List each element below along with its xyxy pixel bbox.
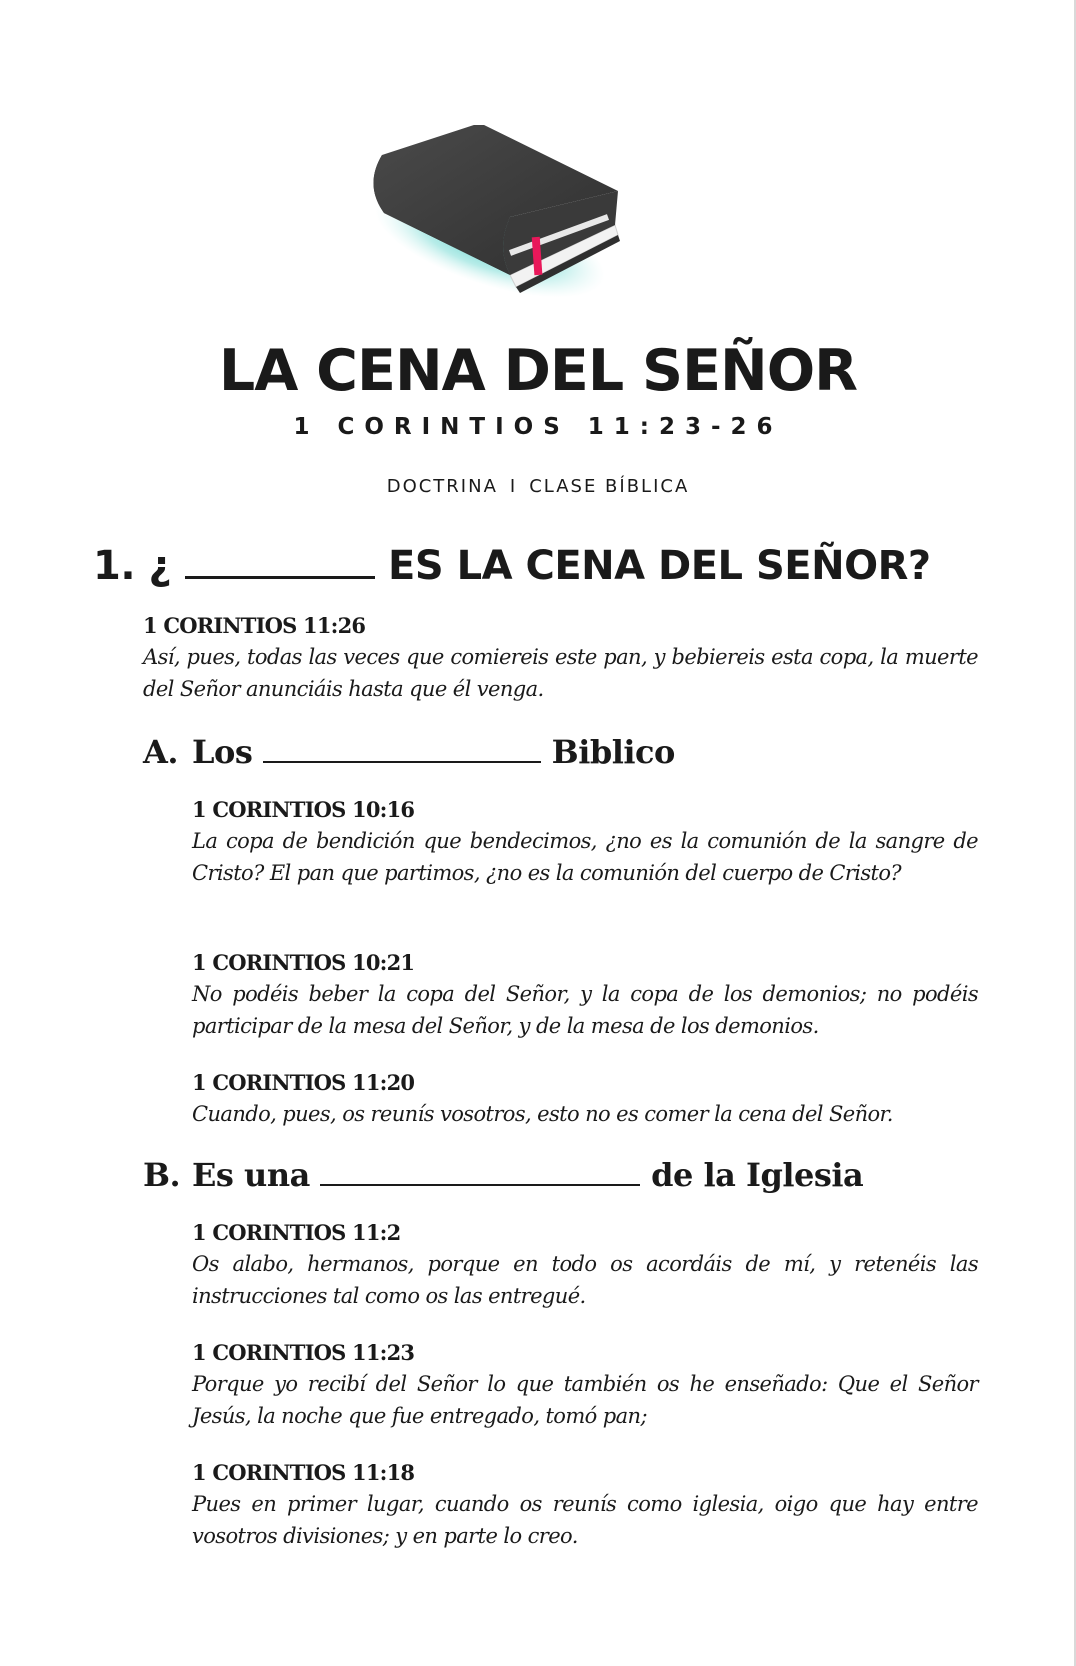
subsection-text-before: Los bbox=[192, 733, 253, 771]
fill-in-blank[interactable] bbox=[263, 761, 541, 763]
subsection-heading-a bbox=[143, 733, 675, 771]
category-class: CLASE BÍBLICA bbox=[529, 476, 690, 497]
page-title: LA CENA DEL SEÑOR bbox=[218, 338, 858, 404]
verse-reference: 1 CORINTIOS 11:23 bbox=[192, 1340, 415, 1365]
verse-reference: 1 CORINTIOS 11:20 bbox=[192, 1070, 415, 1095]
scripture-reference: 1 CORINTIOS 11:23-26 bbox=[293, 414, 783, 440]
fill-in-blank[interactable] bbox=[320, 1184, 640, 1186]
verse-text: Porque yo recibí del Señor lo que también os he enseñado: Que el Señor Jesús, la noche que fue entregado, tomó pan; bbox=[192, 1372, 978, 1428]
category-line bbox=[0, 476, 1076, 497]
section-heading-1 bbox=[93, 543, 931, 589]
category-doctrine: DOCTRINA bbox=[386, 476, 498, 497]
verse-text: La copa de bendición que bendecimos, ¿no es la comunión de la sangre de Cristo? El pan que partimos, ¿no es la comunión del cuerpo de Cristo? bbox=[192, 829, 978, 885]
verse-text: Pues en primer lugar, cuando os reunís como iglesia, oigo que hay entre vosotros divisiones; y en parte lo creo. bbox=[192, 1492, 978, 1548]
subsection-letter: A. bbox=[143, 733, 178, 771]
subsection-text-before: Es una bbox=[192, 1156, 310, 1194]
verse-reference: 1 CORINTIOS 10:21 bbox=[192, 950, 415, 975]
subsection-letter: B. bbox=[143, 1156, 181, 1194]
section-number: 1. bbox=[93, 543, 136, 589]
verse-text: Cuando, pues, os reunís vosotros, esto no es comer la cena del Señor. bbox=[192, 1102, 893, 1126]
subsection-text-after: de la Iglesia bbox=[651, 1156, 864, 1194]
verse-reference: 1 CORINTIOS 11:26 bbox=[143, 613, 366, 638]
verse-text: Os alabo, hermanos, porque en todo os acordáis de mí, y retenéis las instrucciones tal como os las entregué. bbox=[192, 1252, 978, 1308]
bible-book-icon bbox=[370, 125, 670, 305]
verse-text: Así, pues, todas las veces que comiereis este pan, y bebiereis esta copa, la muerte del Señor anunciáis hasta que él venga. bbox=[143, 645, 978, 701]
subsection-text-after: Biblico bbox=[551, 733, 675, 771]
subsection-heading-b bbox=[143, 1156, 863, 1194]
verse-text: No podéis beber la copa del Señor, y la copa de los demonios; no podéis participar de la mesa del Señor, y de la mesa de los demonios. bbox=[192, 982, 978, 1038]
verse-reference: 1 CORINTIOS 10:16 bbox=[192, 797, 415, 822]
verse-reference: 1 CORINTIOS 11:2 bbox=[192, 1220, 401, 1245]
question-mark-open: ¿ bbox=[148, 543, 172, 589]
category-separator: I bbox=[509, 476, 518, 497]
verse-reference: 1 CORINTIOS 11:18 bbox=[192, 1460, 415, 1485]
fill-in-blank[interactable] bbox=[185, 576, 375, 579]
section-question: ES LA CENA DEL SEÑOR? bbox=[388, 543, 931, 589]
